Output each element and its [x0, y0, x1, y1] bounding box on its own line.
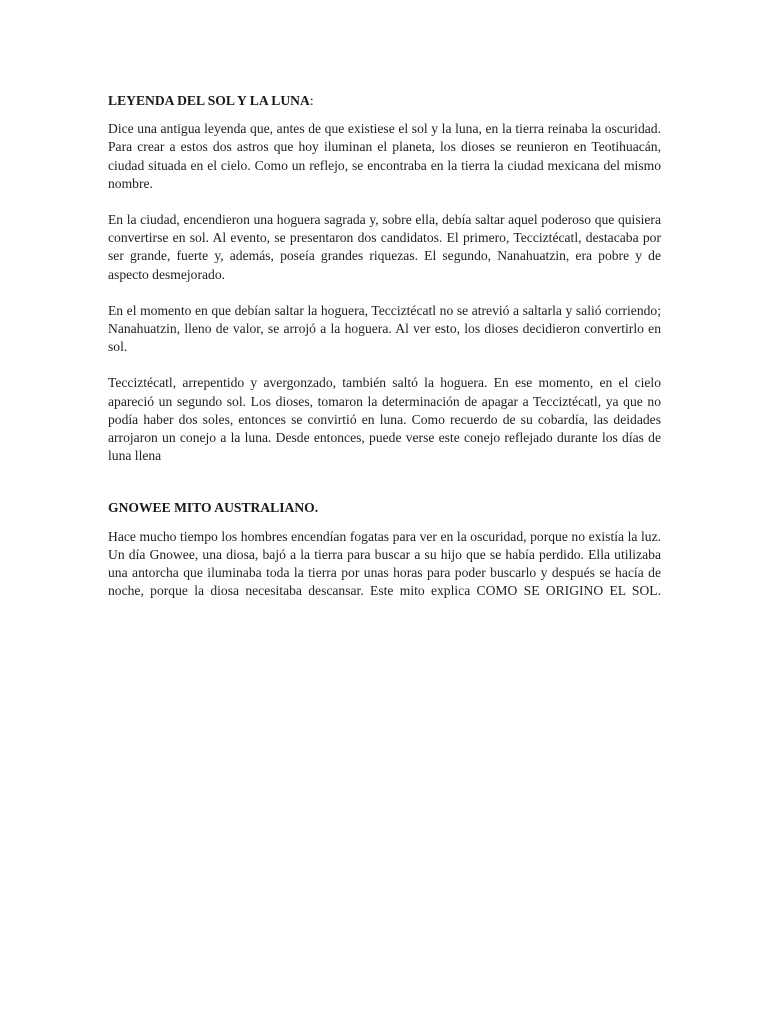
section-spacer — [108, 483, 661, 499]
paragraph-leyenda-2: En la ciudad, encendieron una hoguera sagrada y, sobre ella, debía saltar aquel poderoso que quisiera convertirse en sol. Al evento, se presentaron dos candidatos. El primero, Tecciztécatl, destacaba por ser grande, fuerte y, además, poseía grandes riquezas. El segundo, Nanahuatzin, era pobre y de aspecto desmejorado. — [108, 212, 661, 282]
section-title-leyenda-colon: : — [309, 93, 314, 108]
paragraph-gnowee-1: Hace mucho tiempo los hombres encendían fogatas para ver en la oscuridad, porque no existía la luz. Un día Gnowee, una diosa, bajó a la tierra para buscar a su hijo que se había perdido. Ella utilizaba una antorcha que iluminaba toda la tierra por unas horas para poder buscarlo y después se hacía de noche, porque la diosa necesitaba descansar. Este mito explica COMO SE ORIGINO EL SOL. — [108, 528, 661, 599]
section-title-leyenda — [108, 92, 661, 110]
paragraph-leyenda-3: En el momento en que debían saltar la hoguera, Tecciztécatl no se atrevió a saltarla y salió corriendo; Nanahuatzin, lleno de valor, se arrojó a la hoguera. Al ver esto, los dioses decidieron convertirlo en sol. — [108, 302, 661, 355]
section-title-gnowee: GNOWEE MITO AUSTRALIANO. — [108, 500, 319, 516]
section-title-leyenda-text: LEYENDA DEL SOL Y LA LUNA — [108, 93, 310, 108]
document-page — [108, 92, 661, 618]
paragraph-leyenda-4: Tecciztécatl, arrepentido y avergonzado, también saltó la hoguera. En ese momento, en el cielo apareció un segundo sol. Los dioses, tomaron la determinación de apagar a Tecciztécatl, ya que no podía haber dos soles, entonces se convirtió en luna. Como recuerdo de su cobardía, las deidades arrojaron un conejo a la luna. Desde entonces, puede verse este conejo reflejado durante los días de luna llena — [108, 375, 661, 464]
paragraph-leyenda-1: Dice una antigua leyenda que, antes de que existiese el sol y la luna, en la tierra reinaba la oscuridad. Para crear a estos dos astros que hoy iluminan el planeta, los dioses se reunieron en Teotihuacán, ciudad situada en el cielo. Como un reflejo, se encontraba en la tierra la ciudad mexicana del mismo nombre. — [108, 121, 661, 191]
